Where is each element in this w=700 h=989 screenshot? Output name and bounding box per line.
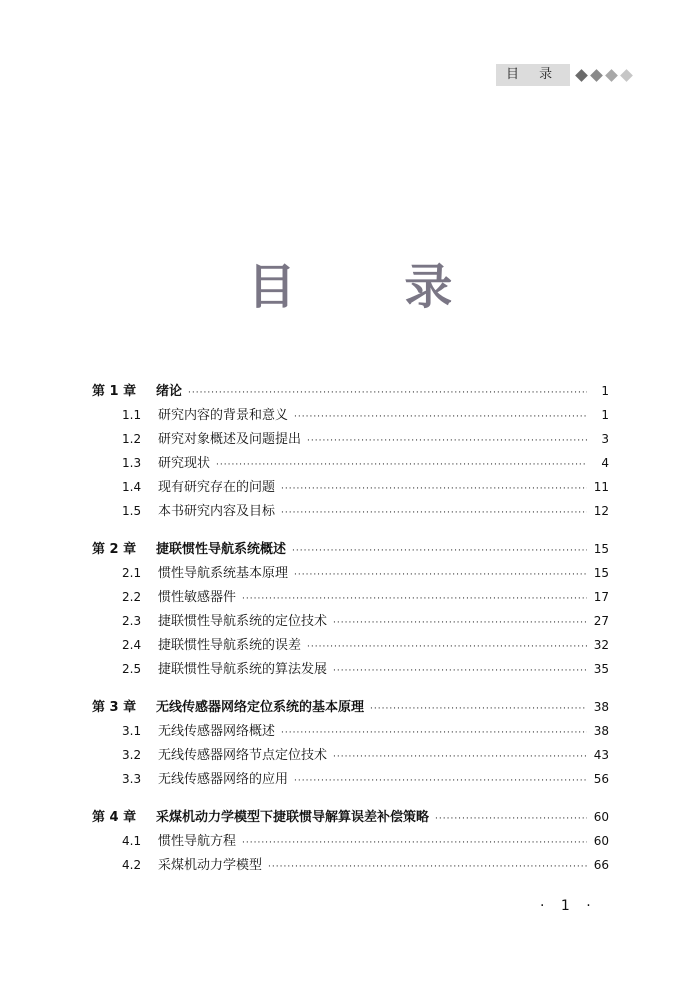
- section-page: 1: [601, 408, 609, 422]
- section-title: 惯性敏感器件: [158, 590, 237, 605]
- section-number: 2.2: [122, 590, 142, 604]
- leader-dots: [307, 635, 587, 659]
- toc-chapter-row[interactable]: [92, 537, 609, 561]
- toc-section-row[interactable]: [92, 657, 609, 681]
- section-number: 2.1: [122, 566, 142, 580]
- chapter-title: 采煤机动力学模型下捷联惯导解算误差补偿策略: [156, 810, 430, 825]
- chapter-title: 绪论: [156, 384, 183, 399]
- toc-section-row[interactable]: [92, 499, 609, 523]
- section-number: 1.1: [122, 408, 142, 422]
- running-header: [496, 64, 634, 86]
- toc-section-row[interactable]: [92, 585, 609, 609]
- page-number: · 1 ·: [540, 898, 597, 914]
- header-diamonds: [574, 71, 634, 80]
- toc-section-row[interactable]: [92, 853, 609, 877]
- chapter-number: 第 3 章: [92, 700, 137, 715]
- leader-dots: [307, 429, 587, 453]
- section-page: 15: [593, 566, 609, 580]
- section-page: 38: [593, 724, 609, 738]
- section-title: 捷联惯性导航系统的定位技术: [158, 614, 328, 629]
- section-title: 现有研究存在的问题: [158, 480, 276, 495]
- table-of-contents: [92, 379, 609, 891]
- diamond-icon: [590, 69, 603, 82]
- section-title: 惯性导航方程: [158, 834, 237, 849]
- section-number: 3.2: [122, 748, 142, 762]
- section-page: 3: [601, 432, 609, 446]
- leader-dots: [216, 453, 587, 477]
- header-label: 目 录: [496, 64, 570, 86]
- toc-section-row[interactable]: [92, 767, 609, 791]
- page-title: 目 录: [247, 259, 499, 315]
- section-page: 35: [593, 662, 609, 676]
- section-number: 1.5: [122, 504, 142, 518]
- toc-section-row[interactable]: [92, 403, 609, 427]
- chapter-page: 38: [593, 700, 609, 714]
- leader-dots: [333, 745, 587, 769]
- section-title: 捷联惯性导航系统的算法发展: [158, 662, 328, 677]
- leader-dots: [242, 587, 587, 611]
- toc-section-row[interactable]: [92, 475, 609, 499]
- leader-dots: [294, 563, 587, 587]
- leader-dots: [435, 807, 587, 831]
- section-title: 捷联惯性导航系统的误差: [158, 638, 302, 653]
- toc-chapter: [92, 695, 609, 791]
- toc-chapter: [92, 379, 609, 523]
- leader-dots: [370, 697, 587, 721]
- toc-section-row[interactable]: [92, 609, 609, 633]
- leader-dots: [242, 831, 587, 855]
- diamond-icon: [620, 69, 633, 82]
- section-number: 2.3: [122, 614, 142, 628]
- leader-dots: [294, 769, 587, 793]
- section-number: 4.2: [122, 858, 142, 872]
- toc-chapter-row[interactable]: [92, 805, 609, 829]
- section-page: 27: [593, 614, 609, 628]
- toc-section-row[interactable]: [92, 427, 609, 451]
- chapter-number: 第 2 章: [92, 542, 137, 557]
- toc-section-row[interactable]: [92, 633, 609, 657]
- section-title: 无线传感器网络节点定位技术: [158, 748, 328, 763]
- toc-chapter: [92, 805, 609, 877]
- leader-dots: [188, 381, 587, 405]
- section-page: 43: [593, 748, 609, 762]
- leader-dots: [333, 659, 587, 683]
- section-page: 32: [593, 638, 609, 652]
- chapter-title: 无线传感器网络定位系统的基本原理: [156, 700, 365, 715]
- section-number: 1.4: [122, 480, 142, 494]
- section-page: 56: [593, 772, 609, 786]
- diamond-icon: [605, 69, 618, 82]
- chapter-number: 第 4 章: [92, 810, 137, 825]
- section-number: 1.2: [122, 432, 142, 446]
- chapter-number: 第 1 章: [92, 384, 137, 399]
- section-title: 研究内容的背景和意义: [158, 408, 289, 423]
- section-title: 采煤机动力学模型: [158, 858, 263, 873]
- section-page: 11: [593, 480, 609, 494]
- section-number: 1.3: [122, 456, 142, 470]
- leader-dots: [268, 855, 587, 879]
- section-number: 2.5: [122, 662, 142, 676]
- section-title: 无线传感器网络概述: [158, 724, 276, 739]
- section-number: 2.4: [122, 638, 142, 652]
- section-title: 惯性导航系统基本原理: [158, 566, 289, 581]
- section-title: 本书研究内容及目标: [158, 504, 276, 519]
- leader-dots: [281, 477, 587, 501]
- leader-dots: [294, 405, 587, 429]
- chapter-page: 1: [601, 384, 609, 398]
- section-title: 无线传感器网络的应用: [158, 772, 289, 787]
- toc-chapter-row[interactable]: [92, 695, 609, 719]
- chapter-title: 捷联惯性导航系统概述: [156, 542, 287, 557]
- toc-section-row[interactable]: [92, 829, 609, 853]
- section-page: 66: [593, 858, 609, 872]
- leader-dots: [281, 721, 587, 745]
- leader-dots: [333, 611, 587, 635]
- section-number: 3.3: [122, 772, 142, 786]
- leader-dots: [292, 539, 587, 563]
- section-page: 12: [593, 504, 609, 518]
- section-title: 研究对象概述及问题提出: [158, 432, 302, 447]
- leader-dots: [281, 501, 587, 525]
- section-page: 17: [593, 590, 609, 604]
- diamond-icon: [575, 69, 588, 82]
- section-title: 研究现状: [158, 456, 211, 471]
- toc-section-row[interactable]: [92, 719, 609, 743]
- toc-chapter-row[interactable]: [92, 379, 609, 403]
- chapter-page: 60: [593, 810, 609, 824]
- section-number: 4.1: [122, 834, 142, 848]
- section-page: 4: [601, 456, 609, 470]
- toc-section-row[interactable]: [92, 743, 609, 767]
- section-number: 3.1: [122, 724, 142, 738]
- toc-section-row[interactable]: [92, 451, 609, 475]
- toc-chapter: [92, 537, 609, 681]
- chapter-page: 15: [593, 542, 609, 556]
- toc-section-row[interactable]: [92, 561, 609, 585]
- section-page: 60: [593, 834, 609, 848]
